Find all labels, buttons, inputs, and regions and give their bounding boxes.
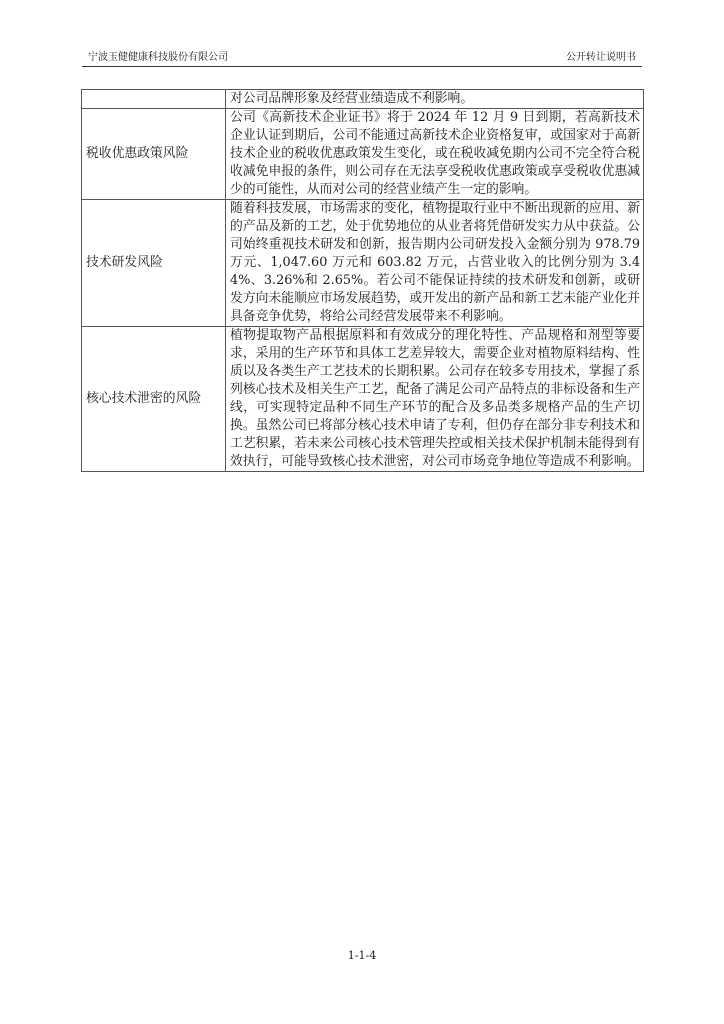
risk-description: 随着科技发展，市场需求的变化，植物提取行业中不断出现新的应用、新的产品及新的工艺，处于优势地位的从业者将凭借研发实力从中获益。公司始终重视技术研发和创新，报告期内公司研发投入金额分别为 978.79 万元、1,047.60 万元和 603.82 万元，占营业收入的比例分别为 3.44%、3.26%和 2.65%。若公司不能保证持续的技术研发和创新，或研发方向未能顺应市场发展趋势，或开发出的新产品和新工艺未能产业化并具备竞争优势，将给公司经营发展带来不利影响。 xyxy=(226,200,644,327)
risk-name: 技术研发风险 xyxy=(82,200,226,327)
company-name: 宁波玉健健康科技股份有限公司 xyxy=(88,52,228,63)
risk-name xyxy=(82,90,226,109)
risk-name: 税收优惠政策风险 xyxy=(82,109,226,200)
risk-name: 核心技术泄密的风险 xyxy=(82,327,226,472)
table-row xyxy=(82,327,644,472)
document-type: 公开转让说明书 xyxy=(566,52,636,63)
risk-description: 公司《高新技术企业证书》将于 2024 年 12 月 9 日到期，若高新技术企业认证到期后，公司不能通过高新技术企业资格复审，或国家对于高新技术企业的税收优惠政策发生变化，或在税收减免期内公司不完全符合税收减免申报的条件，则公司存在无法享受税收优惠政策或享受税收优惠减少的可能性，从而对公司的经营业绩产生一定的影响。 xyxy=(226,109,644,200)
page-header xyxy=(82,50,642,67)
risk-description: 植物提取物产品根据原料和有效成分的理化特性、产品规格和剂型等要求，采用的生产环节和具体工艺差异较大，需要企业对植物原料结构、性质以及各类生产工艺技术的长期积累。公司存在较多专用技术，掌握了系列核心技术及相关生产工艺，配备了满足公司产品特点的非标设备和生产线，可实现特定品种不同生产环节的配合及多品类多规格产品的生产切换。虽然公司已将部分核心技术申请了专利，但仍存在部分非专利技术和工艺积累，若未来公司核心技术管理失控或相关技术保护机制未能得到有效执行，可能导致核心技术泄密，对公司市场竞争地位等造成不利影响。 xyxy=(226,327,644,472)
table-row xyxy=(82,200,644,327)
risk-table xyxy=(81,89,644,472)
risk-description: 对公司品牌形象及经营业绩造成不利影响。 xyxy=(226,90,644,109)
table-row xyxy=(82,109,644,200)
page-number: 1-1-4 xyxy=(347,949,377,962)
table-row xyxy=(82,90,644,109)
